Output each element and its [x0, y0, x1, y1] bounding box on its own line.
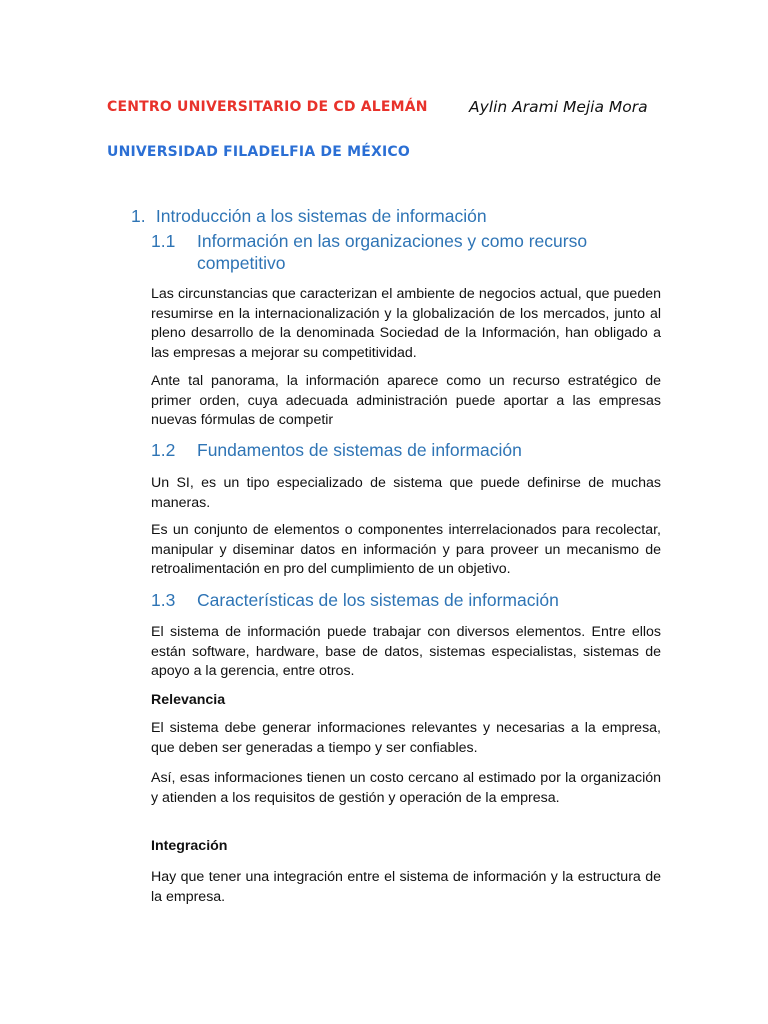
paragraph: Es un conjunto de elementos o componentes interrelacionados para recolectar, manipular y diseminar datos en información y para proveer un mecanismo de retroalimentación en pro del cumplimiento de un objetivo.	[151, 522, 661, 577]
paragraph: El sistema de información puede trabajar con diversos elementos. Entre ellos están software, hardware, base de datos, sistemas especialistas, sistemas de apoyo a la gerencia, entre otros.	[151, 624, 661, 679]
section-title: Fundamentos de sistemas de información	[197, 440, 522, 460]
paragraph: El sistema debe generar informaciones relevantes y necesarias a la empresa, que deben ser generadas a tiempo y ser confiables.	[151, 720, 661, 756]
subheading-integracion: Integración	[151, 838, 228, 854]
author-name: Aylin Arami Mejia Mora	[469, 98, 648, 116]
section-number: 1.1	[151, 231, 176, 251]
paragraph: Así, esas informaciones tienen un costo cercano al estimado por la organización y atienden a los requisitos de gestión y operación de la empresa.	[151, 770, 661, 806]
section-heading-1-3	[151, 589, 671, 611]
section-number: 1.2	[151, 440, 176, 460]
paragraph: Un SI, es un tipo especializado de sistema que puede definirse de muchas maneras.	[151, 475, 661, 511]
section-title: Introducción a los sistemas de información	[155, 206, 487, 226]
paragraph: Las circunstancias que caracterizan el ambiente de negocios actual, que pueden resumirse en la internacionalización y la globalización de los mercados, junto al pleno desarrollo de la denominada Sociedad de la Información, han obligado a las empresas a mejorar su competitividad.	[151, 286, 661, 361]
section-number: 1.3	[151, 590, 176, 610]
section-title: Características de los sistemas de información	[197, 590, 559, 610]
university-title: UNIVERSIDAD FILADELFIA DE MÉXICO	[107, 144, 410, 160]
paragraph: Hay que tener una integración entre el sistema de información y la estructura de la empresa.	[151, 869, 661, 905]
institution-title: CENTRO UNIVERSITARIO DE CD ALEMÁN	[107, 99, 428, 115]
paragraph: Ante tal panorama, la información aparece como un recurso estratégico de primer orden, cuya adecuada administración puede aportar a las empresas nuevas fórmulas de competir	[151, 373, 661, 428]
section-heading-1	[131, 206, 487, 227]
subheading-relevancia: Relevancia	[151, 692, 226, 708]
section-heading-1-1	[151, 230, 621, 274]
section-heading-1-2	[151, 439, 671, 461]
section-title: Información en las organizaciones y como recurso competitivo	[197, 231, 588, 273]
section-number: 1.	[131, 206, 146, 226]
